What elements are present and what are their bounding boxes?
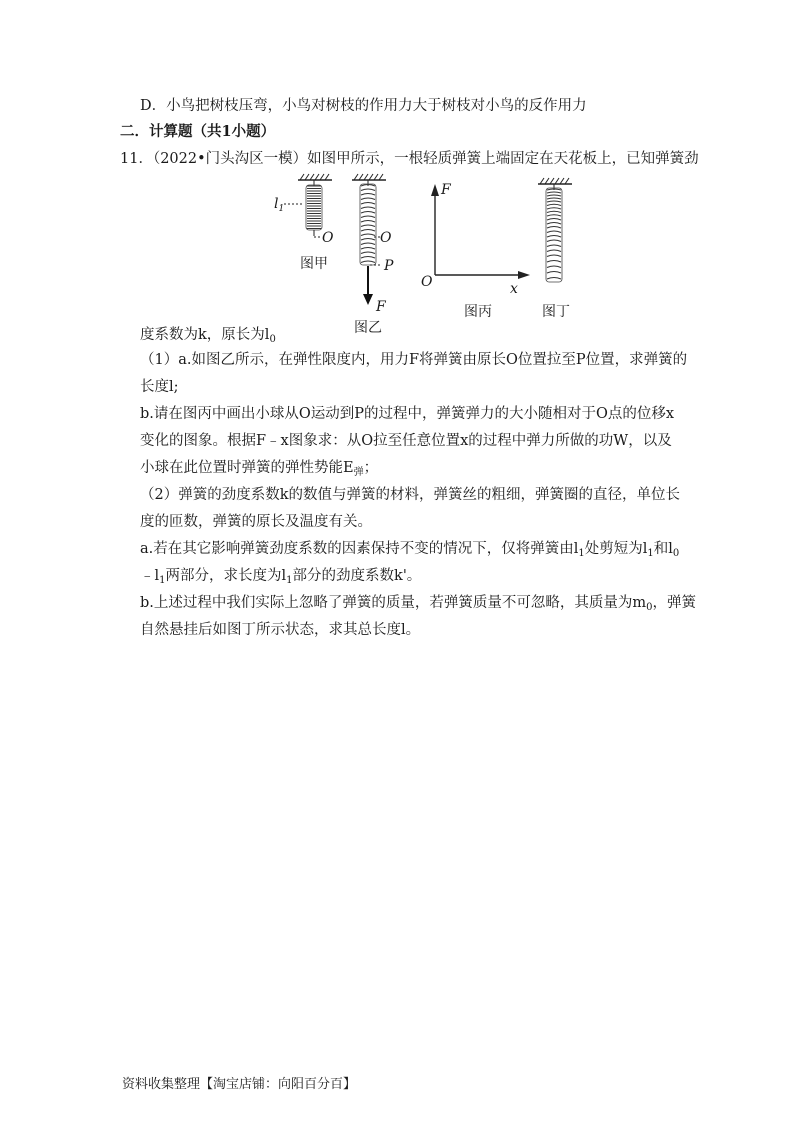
part-2-line1: （2）弹簧的劲度系数k的数值与弹簧的材料，弹簧丝的粗细，弹簧圈的直径，单位长 [140, 487, 681, 503]
caption-bing: 图丙 [464, 304, 492, 320]
part-1a-cont: 长度l; [140, 379, 179, 395]
point-o2: O [380, 230, 392, 246]
part-2a-line2: $﹣l_1$两部分，求长度为$l_1$部分的劲度系数k'。 [140, 568, 422, 586]
part-2a-line1: a.若在其它影响弹簧劲度系数的因素保持不变的情况下，仅将弹簧由$l_1$处剪短为$l_1$和$l_0$ [140, 541, 680, 559]
section-heading: 二．计算题（共1小题） [120, 123, 276, 140]
problem-number: 11． [120, 151, 153, 167]
point-p: P [384, 258, 394, 274]
option-d: D．小鸟把树枝压弯，小鸟对树枝的作用力大于树枝对小鸟的反作用力 [140, 98, 587, 114]
axis-x-label: x [510, 281, 518, 297]
part-1a: （1）a.如图乙所示，在弹性限度内，用力F将弹簧由原长O位置拉至P位置，求弹簧的 [140, 352, 688, 368]
figure-yi [352, 174, 394, 336]
problem-intro: 11．（2022•门头沟区一模）如图甲所示，一根轻质弹簧上端固定在天花板上，已知弹簧劲 [120, 151, 699, 167]
origin-label: O [421, 274, 433, 290]
label-l1: $l_1$ [274, 196, 285, 214]
caption-yi: 图乙 [354, 320, 382, 336]
problem-intro-cont: 度系数为k，原长为$l_0$ [140, 327, 276, 345]
spring-figure [270, 172, 610, 342]
part-1b-line1: b.请在图丙中画出小球从O运动到P的过程中，弹簧弹力的大小随相对于O点的位移x [140, 406, 675, 422]
part-1b-line2: 变化的图象。根据F﹣x图象求：从O拉至任意位置x的过程中弹力所做的功W，以及 [140, 433, 672, 449]
part-2-line2: 度的匝数，弹簧的原长及温度有关。 [140, 514, 372, 530]
page-footer: 资料收集整理【淘宝店铺：向阳百分百】 [122, 1077, 357, 1092]
caption-ding: 图丁 [542, 304, 570, 320]
force-f: F [376, 299, 386, 315]
figure-bing [421, 182, 530, 320]
caption-jia: 图甲 [300, 256, 328, 272]
part-2b-line1: b.上述过程中我们实际上忽略了弹簧的质量，若弹簧质量不可忽略，其质量为$m_0$，弹簧 [140, 595, 697, 613]
point-o1: O [322, 230, 334, 246]
figure-jia [274, 174, 334, 272]
part-2b-line2: 自然悬挂后如图丁所示状态，求其总长度l。 [140, 622, 421, 638]
axis-f-label: F [441, 182, 451, 198]
figure-ding [538, 178, 572, 320]
part-1b-line3: 小球在此位置时弹簧的弹性势能$E_弹$； [140, 460, 379, 478]
